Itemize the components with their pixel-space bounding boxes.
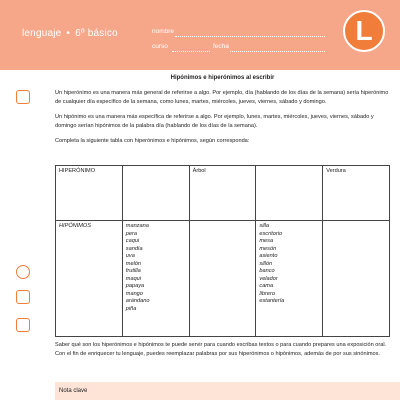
hyponym-table <box>55 165 390 337</box>
list-item: estantería <box>259 298 285 304</box>
list-item: librero <box>259 290 275 297</box>
list-item: frutilla <box>125 268 141 274</box>
document-icon <box>16 90 30 104</box>
header-cell: HIPERÓNIMO <box>56 166 123 221</box>
list-item: mango <box>125 290 143 297</box>
paragraph-hyponym: Un hipónimo es una manera más específica de referirse a algo. Por ejemplo, lunes, martes, miércoles, jueves, viernes, sábado y domingo serían hipónimos de la palabra día (hablando de los días de la semana). <box>55 114 374 129</box>
list-item: sillón <box>259 260 273 267</box>
instruction-text: Completa la siguiente tabla con hiperónimos e hipónimos, según corresponda: <box>55 138 250 144</box>
page-title: Hipónimos e hiperónimos al escribir <box>170 75 275 81</box>
list-item: caqui <box>125 238 140 244</box>
table-row <box>56 166 390 221</box>
course-label: curso <box>152 43 168 50</box>
speech-icon <box>16 265 30 279</box>
logo-letter: L <box>355 15 373 46</box>
list-item: maqui <box>125 275 142 282</box>
document-body <box>55 70 390 152</box>
list-item: piña <box>125 305 137 312</box>
subject-name: lenguaje <box>22 28 62 39</box>
list-item: melón <box>125 260 142 267</box>
blank-cell[interactable] <box>323 221 390 337</box>
course-line <box>172 51 210 52</box>
paragraph-hyperonym: Un hiperónimo es una manera más general de referirse a algo. Por ejemplo, día (hablando de los días de la semana) sería hiperónimo de cualquier día específico de la semana, como lunes, martes, miércoles, jueves, viernes, sábado y domingo. <box>55 90 389 105</box>
people-icon <box>16 290 30 304</box>
list-item: arándano <box>125 298 150 304</box>
closing-paragraph: Saber qué son los hiperónimos e hipónimos te puede servir para cuando escribas textos o para cuando prepares una exposición oral. Con el fin de enriquecer tu lenguaje, puedes reemplazar palabras por sus hiperónimos o hipónimos, además de por sus sinónimos. <box>55 342 387 357</box>
list-item: manzana <box>125 223 149 229</box>
grade-label: 6º básico <box>75 28 118 39</box>
list-item: mesón <box>259 245 277 252</box>
list-item: mesa <box>259 238 274 244</box>
word-list-fruits <box>122 221 189 337</box>
list-item: silla <box>259 223 270 229</box>
list-item: pera <box>125 230 137 237</box>
name-line <box>175 36 325 37</box>
subject-label: lenguaje • 6º básico <box>22 28 118 39</box>
list-item: escritorio <box>259 230 283 237</box>
list-item: cama <box>259 283 274 289</box>
row-label: HIPÓNIMOS <box>56 221 123 337</box>
blank-cell[interactable] <box>189 221 256 337</box>
date-label: fecha <box>213 43 229 50</box>
list-item: sandía <box>125 245 143 252</box>
header-cell: Verdura <box>323 166 390 221</box>
header-cell: Árbol <box>189 166 256 221</box>
list-item: asiento <box>259 253 278 259</box>
list-item: papaya <box>125 283 145 289</box>
table-row <box>56 221 390 337</box>
header-cell-blank[interactable] <box>122 166 189 221</box>
list-item: uva <box>125 253 135 259</box>
list-item: velador <box>259 275 278 282</box>
name-label: nombre <box>152 28 175 35</box>
list-item: banco <box>259 268 275 274</box>
lenguaje-logo <box>343 10 385 52</box>
word-list-furniture <box>256 221 323 337</box>
header-band <box>0 0 400 70</box>
key-note-bar: Nota clave <box>55 382 400 400</box>
book-icon <box>16 318 30 332</box>
date-line <box>230 51 325 52</box>
header-cell-blank[interactable] <box>256 166 323 221</box>
